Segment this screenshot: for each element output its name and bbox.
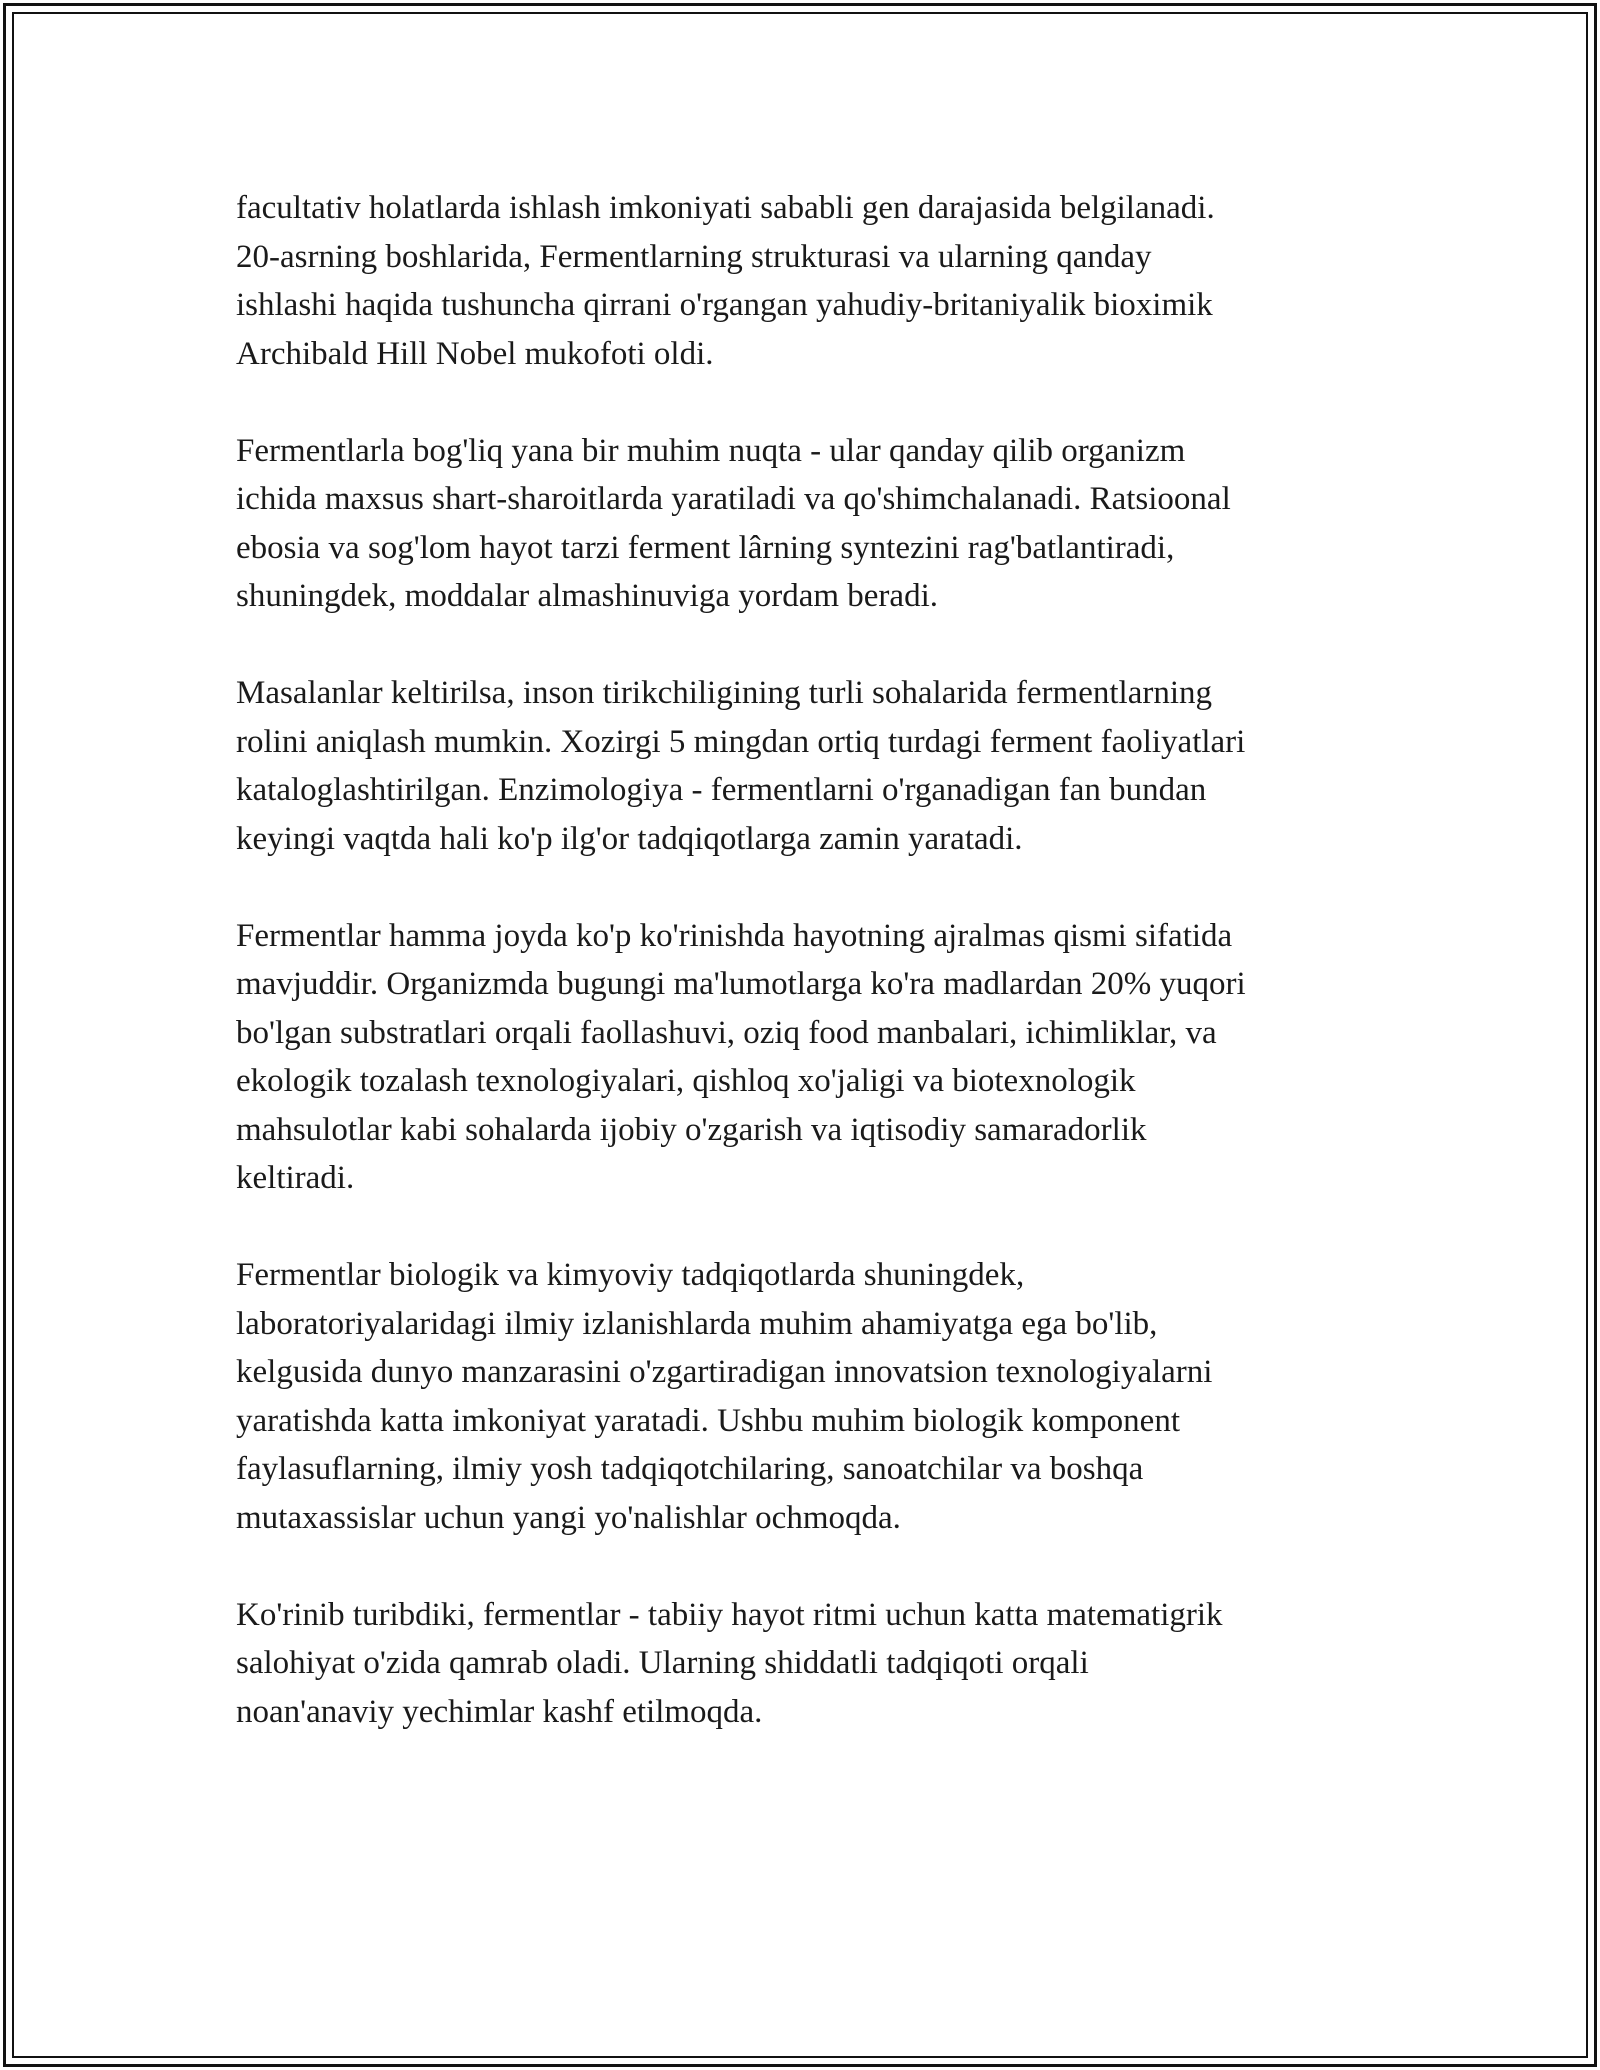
text-line: facultativ holatlarda ishlash imkoniyati sababli gen darajasida belgilanadi. (236, 190, 1215, 226)
text-line: ekologik tozalash texnologiyalari, qishloq xo'jaligi va biotexnologik (236, 1063, 1136, 1099)
paragraph-2 (236, 427, 1386, 621)
text-line: Fermentlarla bog'liq yana bir muhim nuqta - ular qanday qilib organizm (236, 432, 1186, 469)
text-line: kelgusida dunyo manzarasini o'zgartiradigan innovatsion texnologiyalarni (236, 1354, 1213, 1390)
document-body (236, 184, 1386, 1785)
text-line: mutaxassislar uchun yangi yo'nalishlar ochmoqda. (236, 1499, 901, 1536)
text-line: ebosia va sog'lom hayot tarzi ferment lârning syntezini rag'batlantiradi, (236, 529, 1175, 566)
text-line: 20-asrning boshlarida, Fermentlarning strukturasi va ularning qanday (236, 238, 1152, 275)
paragraph-5 (236, 1251, 1386, 1542)
text-line: Fermentlar biologik va kimyoviy tadqiqotlarda shuningdek, (236, 1257, 1025, 1293)
text-line: yaratishda katta imkoniyat yaratadi. Ushbu muhim biologik komponent (236, 1402, 1180, 1439)
text-line: salohiyat o'zida qamrab oladi. Ularning shiddatli tadqiqoti orqali (236, 1645, 1089, 1681)
text-line: noan'anaviy yechimlar kashf etilmoqda. (236, 1693, 763, 1730)
text-line: keyingi vaqtda hali ko'p ilg'or tadqiqotlarga zamin yaratadi. (236, 820, 1023, 857)
text-line: Fermentlar hamma joyda ko'p ko'rinishda hayotning ajralmas qismi sifatida (236, 917, 1233, 954)
text-line: faylasuflarning, ilmiy yosh tadqiqotchilaring, sanoatchilar va boshqa (236, 1451, 1144, 1487)
paragraph-4 (236, 912, 1386, 1203)
text-line: mahsulotlar kabi sohalarda ijobiy o'zgarish va iqtisodiy samaradorlik (236, 1111, 1147, 1148)
text-line: Archibald Hill Nobel mukofoti oldi. (236, 335, 714, 372)
text-line: keltiradi. (236, 1160, 355, 1196)
text-line: Ko'rinib turibdiki, fermentlar - tabiiy hayot ritmi uchun katta matematigrik (236, 1596, 1223, 1633)
text-line: ichida maxsus shart-sharoitlarda yaratiladi va qo'shimchalanadi. Ratsioonal (236, 481, 1231, 517)
paragraph-3 (236, 669, 1386, 863)
paragraph-1 (236, 184, 1386, 378)
text-line: shuningdek, moddalar almashinuviga yordam beradi. (236, 578, 938, 614)
text-line: bo'lgan substratlari orqali faollashuvi, oziq food manbalari, ichimliklar, va (236, 1014, 1217, 1051)
text-line: kataloglashtirilgan. Enzimologiya - fermentlarni o'rganadigan fan bundan (236, 772, 1207, 808)
text-line: mavjuddir. Organizmda bugungi ma'lumotlarga ko'ra madlardan 20% yuqori (236, 966, 1246, 1002)
paragraph-6 (236, 1591, 1386, 1737)
text-line: rolini aniqlash mumkin. Xozirgi 5 mingdan ortiq turdagi ferment faoliyatlari (236, 723, 1246, 760)
text-line: ishlashi haqida tushuncha qirrani o'rgangan yahudiy-britaniyalik bioximik (236, 287, 1213, 323)
text-line: Masalanlar keltirilsa, inson tirikchiligining turli sohalarida fermentlarning (236, 675, 1212, 711)
text-line: laboratoriyalaridagi ilmiy izlanishlarda muhim ahamiyatga ega bo'lib, (236, 1305, 1158, 1342)
